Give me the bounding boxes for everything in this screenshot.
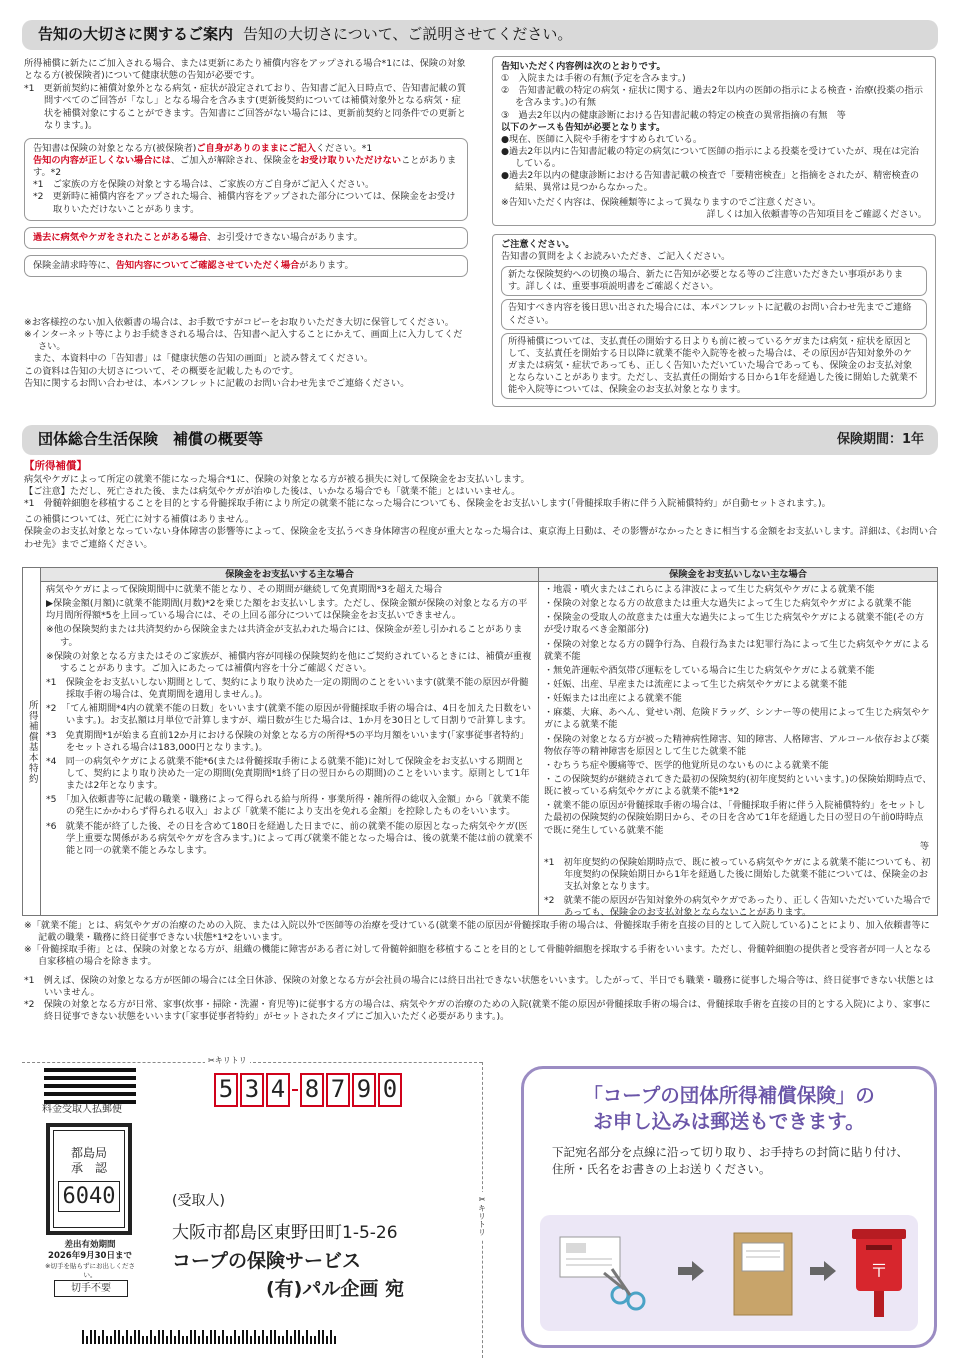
barcode-bar [202,1330,204,1344]
promo-illustration-svg [540,1215,924,1331]
barcode-bar [82,1330,84,1344]
barcode-bar [110,1336,112,1344]
box1-text-c: ことがあります。*2 [33,154,457,179]
hosho-foot-2: ※「骨髄採取手術」とは、保険の対象となる方が、組織の機能に障害がある者に対して骨髄幹細胞を移植することを目的として骨髄幹細胞を採取する手術をいいます。ただし、骨髄幹細胞の提供者と受容者が同一人となる自家移植の場合を除きます。 [24,944,932,968]
example-2: ② 告知書記載の特定の病気・症状に関する、過去2年以内の医師の指示による検査・治療(投薬の指示を含みます。)の有無 [501,85,923,109]
recipient-label: (受取人) [172,1193,225,1209]
barcode-bar [90,1330,92,1344]
barcode-bar [114,1330,116,1344]
barcode-bar [206,1336,208,1344]
example-1: ① 入院または手術の有無(予定を含みます。) [501,73,686,85]
table-header-pay: 保険金をお支払いする主な場合 [41,568,538,582]
barcode-bar [222,1330,224,1344]
barcode-bar [138,1330,140,1344]
hosho-title: 団体総合生活保険 補償の概要等 [38,430,264,449]
box3-red: 告知内容についてご確認させていただく場合 [115,259,300,271]
zip-code [214,1073,404,1107]
barcode-bar [162,1330,164,1344]
barcode-bar [178,1330,180,1344]
nopay-case-item: ・保険の対象となる方の故意または重大な過失によって生じた病気やケガによる就業不能 [544,598,912,610]
case-note-2: 詳しくは加入依頼書等の告知項目をご確認ください。 [706,208,927,220]
kiritori-top-text: キリトリ [214,1056,247,1065]
envelope-icon [734,1233,792,1315]
recipient-address: 大阪市都島区東野田町1-5-26 [172,1223,398,1243]
promo-title-1: 「コープの団体所得補償保険」の [583,1084,875,1107]
recipient-company: コープの保険サービス [172,1250,362,1272]
barcode-bar [318,1330,320,1344]
kokuchi-foot-1: ※お客様控のない加入依頼書の場合は、お手数ですがコピーをお取りいただき大切に保管してください。 [24,316,454,328]
barcode-bar [182,1336,184,1344]
caution-intro: 告知書の質問をよくお読みいただき、ご記入ください。 [501,250,731,262]
barcode-bar [334,1336,336,1344]
barcode-bar [326,1336,328,1344]
zip-digit: 9 [352,1073,376,1107]
barcode-bar [94,1330,96,1344]
hosho-line-3: *1 骨髄幹細胞を移植することを目的とする骨髄採取手術により所定の就業不能になった場合についても、保険金をお支払いします(「骨髄採取手術に伴う入院補償特約」が自動セットされます。)。 [24,498,831,510]
table-header-nopay: 保険金をお支払いしない主な場合 [539,568,937,582]
kiritori-side-text: キリトリ [477,1204,487,1236]
recipient-dept: (有)パル企画 宛 [266,1278,404,1300]
scissors-icon: ✂ [208,1056,215,1065]
expire-note: ※切手を貼らずにお出しください。 [45,1262,135,1280]
kiritori-top [205,1056,250,1067]
hosho-foot-4: *2 保険の対象となる方が日常、家事(炊事・掃除・洗濯・育児等)に従事する方の場合は、病気やケガの治療のための入院(就業不能の原因が骨髄採取手術の場合は、骨髄採取手術を直接の目的とする入院)により、家事に終日従事できない状態をいいます(「家事従事者特約」がセットされたタイプにご加入いただく必要があります。)。 [24,998,931,1022]
pay-case-item: *4 同一の病気やケガによる就業不能*6(または骨髄採取手術による就業不能)に対して保険金をお支払いする期間として、契約により取り決めた一定の期間(免責期間*1終了日の翌日からの期間)のことをいいます。原則として1年または2年となります。 [46,755,530,792]
kokuchi-left [24,58,468,390]
pay-case-item: *5 「加入依頼書等に記載の職業・職務によって得られる給与所得・事業所得・雑所得の総収入金額」から「就業不能の発生にかかわらず得られる収入」および「就業不能により支出を免れる金額」を控除したものをいいます。 [46,794,530,818]
box3-text-b: があります。 [299,259,354,271]
barcode-bar [186,1336,188,1344]
nopay-note-1: *1 初年度契約の保険始期時点で、既に被っている病気やケガによる就業不能についても、初年度契約の保険始期日から1年を経過した後に開始した就業不能については、保険金のお支払対象となります。 [544,856,931,893]
barcode-bar [262,1330,264,1344]
barcode-bar [310,1336,312,1344]
nopay-case-item: ・保険の対象となる方が被った精神病性障害、知的障害、人格障害、アルコール依存および薬物依存等の精神障害を原因として生じた就業不能 [544,733,930,757]
barcode-bars [44,1068,136,1104]
kokuchi-foot-5: 告知に関するお問い合わせは、本パンフレットに記載のお問い合わせ先までご連絡ください。 [24,377,410,389]
zip-digit: 8 [300,1073,324,1107]
nopay-case-item: ・妊娠または出産による就業不能 [544,693,682,705]
barcode-bar [258,1336,260,1344]
table-side-text: 所得補償基本特約 [26,699,38,784]
nopay-case-item: ・麻薬、大麻、あへん、覚せい剤、危険ドラッグ、シンナー等の使用によって生じた病気やケガによる就業不能 [544,707,930,731]
kokuchi-title: 告知の大切さに関するご案内 [38,25,234,44]
postcard-icon [560,1237,620,1277]
nopay-case-item: ・保険金の受取人の故意または重大な過失によって生じた病気やケガによる就業不能(その方が受け取るべき金額部分) [544,612,925,636]
barcode-bar [210,1330,212,1344]
promo-box [521,1066,937,1348]
barcode-bar [330,1330,332,1344]
barcode-bar [126,1330,128,1344]
barcode-bar [130,1336,132,1344]
pay-case-item: ※他の保険契約または共済契約から保険金または共済金が支払われた場合には、保険金が差し引かれることがあります。 [46,624,523,648]
barcode-bar [286,1330,288,1344]
kokuchi-intro: 所得補償に新たにご加入される場合、または更新にあたり補償内容をアップされる場合*1には、保険の対象となる方(被保険者)について健康状態の告知が必要です。 [24,58,466,82]
barcode-bar [270,1330,272,1344]
barcode-bar [246,1330,248,1344]
pay-case-item: ※保険の対象となる方またはそのご家族が、補償内容が同様の保険契約を他にご契約されているときには、補償が重複することがあります。ご加入にあたっては補償内容を十分ご確認ください。 [46,650,532,674]
barcode-bar [306,1330,308,1344]
stamp-number: 6040 [58,1181,121,1212]
nopay-case-item: ・この保険契約が継続されてきた最初の保険契約(初年度契約といいます。)の保険始期時点で、既に被っている病気やケガによる就業不能*1*2 [544,773,932,798]
barcode-bar [86,1336,88,1344]
barcode-bar [106,1336,108,1344]
barcode-bar [194,1330,196,1344]
kokuchi-examples-box [492,56,936,226]
barcode-bar [174,1336,176,1344]
barcode-bar [214,1330,216,1344]
box2-red: 過去に病気やケガをされたことがある場合 [33,231,208,243]
barcode-bar [302,1336,304,1344]
nopay-case-item: ・地震・噴火またはこれらによる津波によって生じた病気やケガによる就業不能 [544,584,875,595]
stamp-office: 都島局 [70,1145,107,1160]
table-side-label [23,568,41,915]
box1-text-b: 、ご加入が解除され、保険金を [170,154,300,166]
barcode-bar [290,1336,292,1344]
table-col-nopay [539,568,937,919]
nopay-case-item: ・妊娠、出産、早産または流産によって生じた病気やケガによる就業不能 [544,678,848,690]
caution-heading: ご注意ください。 [501,238,575,250]
nopay-case-item: ・就業不能の原因が骨髄採取手術の場合は、「骨髄採取手術に伴う入院補償特約」をセットした最初の保険契約の保険始期日から、その日を含めて1年を経過した日の翌日の午前0時時点で既に発生している就業不能 [544,800,926,836]
kokuchi-box-history [24,227,468,249]
barcode-bar [122,1336,124,1344]
kokuchi-box-claim [24,255,468,277]
promo-illustration [540,1215,918,1331]
box1-red-b2: お受け取りいただけない [300,154,402,166]
nopay-case-item: ・むちうち症や腰痛等で、医学的他覚所見のないものによる就業不能 [544,759,829,771]
hosho-footnotes [24,920,938,1023]
promo-title-2: お申し込みは郵送もできます。 [593,1110,865,1134]
barcode-bar [250,1336,252,1344]
kiritori-side [476,1192,487,1239]
zip-digit: 0 [378,1073,402,1107]
hosho-line-5: 保険金のお支払対象となっていない身体障害の影響等によって、保険金を支払うべき身体障害の程度が重大となった場合は、東京海上日動は、その影響がなかったときに相当する金額をお支払いします。詳細は、《お問い合わせ先》までご連絡ください。 [24,526,938,550]
nopay-case-item: ・無免許運転や酒気帯び運転をしている場合に生じた病気やケガによる就業不能 [544,664,875,676]
kokuchi-foot-2: ※インターネット等によりお手続きされる場合は、告知書へ記入することにかえて、画面上に入力してください。 [24,329,463,353]
box3-text-a: 保険金請求時等に、 [33,259,116,271]
pay-case-item: *2 「てん補期間*4内の就業不能の日数」をいいます(就業不能の原因が骨髄採取手術の場合は、4日を加えた日数をいいます。)。お支払額は月単位で計算しますが、端日数が生じた場合は、1か月を30日として日割りで計算します。 [46,703,532,727]
box1-text-a2: ください。*1 [315,142,373,154]
barcode-bar [254,1330,256,1344]
barcode-bar [322,1330,324,1344]
barcode-bar [234,1330,236,1344]
case-1: ●現在、医師に入院や手術をすすめられている。 [501,133,703,145]
zip-digit: 7 [326,1073,350,1107]
expire-block [40,1240,140,1280]
barcode-bar [298,1330,300,1344]
hosho-table [22,567,938,919]
barcode-bar [166,1336,168,1344]
barcode-bar [226,1336,228,1344]
example-3: ③ 過去2年以内の健康診断における告知書記載の特定の検査の異常指摘の有無 等 [501,109,846,121]
case-2: ●過去2年以内に告知書記載の特定の病気について医師の指示による投薬を受けていたが、現在は完治している。 [501,145,919,170]
hosho-line-1: 病気やケガによって所定の就業不能になった場合*1に、保険の対象となる方が被る損失に対して保険金をお支払いします。 [24,473,530,485]
kokuchi-right [492,56,936,407]
arrow-right-icon [678,1261,704,1281]
barcode-bar [134,1330,136,1344]
hosho-header [22,425,938,455]
hosho-foot-1: ※「就業不能」とは、病気やケガの治療のための入院、または入院以外で医師等の治療を受けている(就業不能の原因が骨髄採取手術の場合は、骨髄採取手術を直接の目的として入院している)ことにより、加入依頼書等に記載の職業・職務に終日従事できない状態*1*2をいいます。 [24,920,930,944]
kokuchi-header [22,20,938,50]
pay-case-item: 病気やケガによって保険期間中に就業不能となり、その期間が継続して免責期間*3を超えた場合 [46,584,443,595]
zip-digit: 4 [266,1073,290,1107]
nopay-case-item: ・保険の対象となる方の闘争行為、自殺行為または犯罪行為によって生じた病気やケガによる就業不能 [544,638,930,662]
postbox-icon [852,1229,906,1317]
box1-red-b: 告知の内容が正しくない場合には [33,154,171,166]
barcode-bar [146,1336,148,1344]
barcode-bar [150,1330,152,1344]
barcode-bar [266,1336,268,1344]
barcode-bar [242,1330,244,1344]
box1-note-2: *2 更新時に補償内容をアップされた場合、補償内容をアップされた部分については、保険金をお受け取りいただけないことがあります。 [33,191,456,215]
barcode-bar [230,1336,232,1344]
customer-barcode [82,1330,338,1344]
barcode-bar [158,1330,160,1344]
arrow-right-icon-2 [810,1261,836,1281]
pay-case-item: *6 就業不能が終了した後、その日を含めて180日を経過した日までに、前の就業不能の原因となった病気やケガ(医学上重要な関係がある病気やケガを含みます。)によって再び就業不能となった場合は、後の就業不能は前の就業不能と同一の就業不能とみなします。 [46,820,533,856]
barcode-bar [278,1336,280,1344]
hosho-period: 保険期間：1年 [836,432,924,448]
barcode-bar [142,1336,144,1344]
no-stamp-box: 切手不要 [54,1280,128,1297]
cases-heading: 以下のケースも告知が必要となります。 [501,121,666,133]
kokuchi-foot-4: この資料は告知の大切さについて、その概要を記載したものです。 [24,365,299,377]
kokuchi-box-selfwrite [24,138,468,221]
hosho-section-label: 【所得補償】 [24,460,87,472]
table-col-pay [41,568,539,915]
expire-date: 2026年9月30日まで [48,1251,132,1262]
nopay-note-2: *2 就業不能の原因が告知対象外の病気やケガであったり、正しく告知いただいていた場合であっても、保険金のお支払対象とならないことがあります。 [544,895,931,919]
zip-digit: 5 [214,1073,238,1107]
kokuchi-note-1: *1 更新前契約に補償対象外となる病気・症状が設定されており、告知書ご記入日時点で、告知書記載の質問すべてのご回答が「なし」となる場合を含みます(更新後契約については補償対象外となる病気・症状を補償対象にすることができます。告知書にご回答がない場合には、更新前契約と同条件での更新となります。)。 [24,83,467,131]
hosho-body [24,460,938,551]
barcode-bar [154,1336,156,1344]
stamp-approval: 承 認 [70,1161,107,1176]
box2-text: 、お引受けできない場合があります。 [207,231,363,243]
kokuchi-caution-box [492,234,936,408]
caution-item-3: 所得補償については、支払責任の開始する日よりも前に被っているケガまたは病気・症状を原因として、支払責任を開始する日以降に就業不能や入院等を被った場合は、その原因が告知対象外のケガまたは病気・症状であっても、正しく告知いただいていた場合であっても、保険金のお支払対象とならないことがあります。ただし、支払責任の開始する日から1年を経過した後に開始した就業不能や入院等については、保険金のお支払対象となります。 [501,333,927,400]
barcode-bar [274,1330,276,1344]
barcode-bar [198,1336,200,1344]
zip-digit: 3 [240,1073,264,1107]
barcode-bar [282,1336,284,1344]
hosho-foot-3: *1 例えば、保険の対象となる方が医師の場合には全日休診、保険の対象となる方が会社員の場合には終日出社できない状態をいいます。したがって、半日でも職業・職務に従事した場合等は、終日従事できない状態とはいいません。 [24,974,934,998]
box1-red-a: ご自身がありのままにご記入 [196,142,316,154]
barcode-bar [170,1330,172,1344]
hosho-line-2: 【ご注意】ただし、死亡された後、または病気やケガが治ゆした後は、いかなる場合でも「就業不能」とはいいません。 [24,486,521,497]
postal-mark: 〒 [870,1261,888,1282]
cut-line-horizontal[interactable] [22,1062,482,1063]
examples-heading: 告知いただく内容例は次のとおりです。 [501,61,666,72]
barcode-bar [218,1336,220,1344]
caution-item-2: 告知すべき内容を後日思い出された場合には、本パンフレットに記載のお問い合わせ先までご連絡ください。 [501,299,927,329]
barcode-bar [98,1336,100,1344]
barcode-bar [314,1336,316,1344]
nopay-etc: 等 [919,840,929,852]
kokuchi-subtitle: 告知の大切さについて、ご説明させてください。 [243,25,573,44]
kokuchi-foot-3: また、本資料中の「告知書」は「健康状態の告知の画面」と読み替えてください。 [24,353,374,365]
expire-label: 差出有効期間 [64,1240,116,1250]
nopay-list [539,582,937,841]
zip-separator [292,1089,298,1091]
pay-list [41,582,538,861]
barcode-bar [102,1330,104,1344]
promo-body: 下記宛名部分を点線に沿って切り取り、お手持ちの封筒に貼り付け、住所・氏名をお書きの上お送りください。 [552,1144,909,1176]
pay-case-item: *3 免責期間*1が始まる直前12か月における保険の対象となる方の所得*5の平均月額をいいます(「家事従事者特約」をセットされる場合は183,000円となります。)。 [46,729,529,753]
barcode-bar [294,1330,296,1344]
case-note-1: ※告知いただく内容は、保険種類等によって異なりますのでご注意ください。 [501,196,822,208]
hosho-line-4: この補償については、死亡に対する補償はありません。 [24,514,255,526]
box1-note-1: *1 ご家族の方を保険の対象とする場合は、ご家族の方ご自身がご記入ください。 [33,179,375,191]
barcode-bar [118,1330,120,1344]
caution-item-1: 新たな保険契約への切換の場合、新たに告知が必要となる等のご注意いただきたい事項があります。詳しくは、重要事項説明書をご確認ください。 [501,266,927,296]
approval-stamp [46,1123,132,1235]
case-3: ●過去2年以内の健康診断における告知書記載の検査で「要精密検査」と指摘をされたが、精密検査の結果、異常は見つからなかった。 [501,170,920,194]
pay-case-item: *1 保険金をお支払いしない期間として、契約により取り決めた一定の期間のことをいいます(就業不能の原因が骨髄採取手術の場合は、免責期間を適用しません。)。 [46,676,529,701]
barcode-bar [190,1330,192,1344]
pay-case-item: ▶保険金額(月額)に就業不能期間(月数)*2を乗じた額をお支払いします。ただし、保険金額が保険の対象となる方の平均月間所得額*5を上回っている場合には、その上回る部分については保険金をお支払いできません。 [46,598,528,622]
box1-text-a: 告知書は保険の対象となる方(被保険者) [33,142,197,154]
barcode-bar [238,1336,240,1344]
scissors-icon-side: ✂ [477,1195,487,1204]
ryokin-label: 料金受取人払郵便 [42,1104,122,1115]
